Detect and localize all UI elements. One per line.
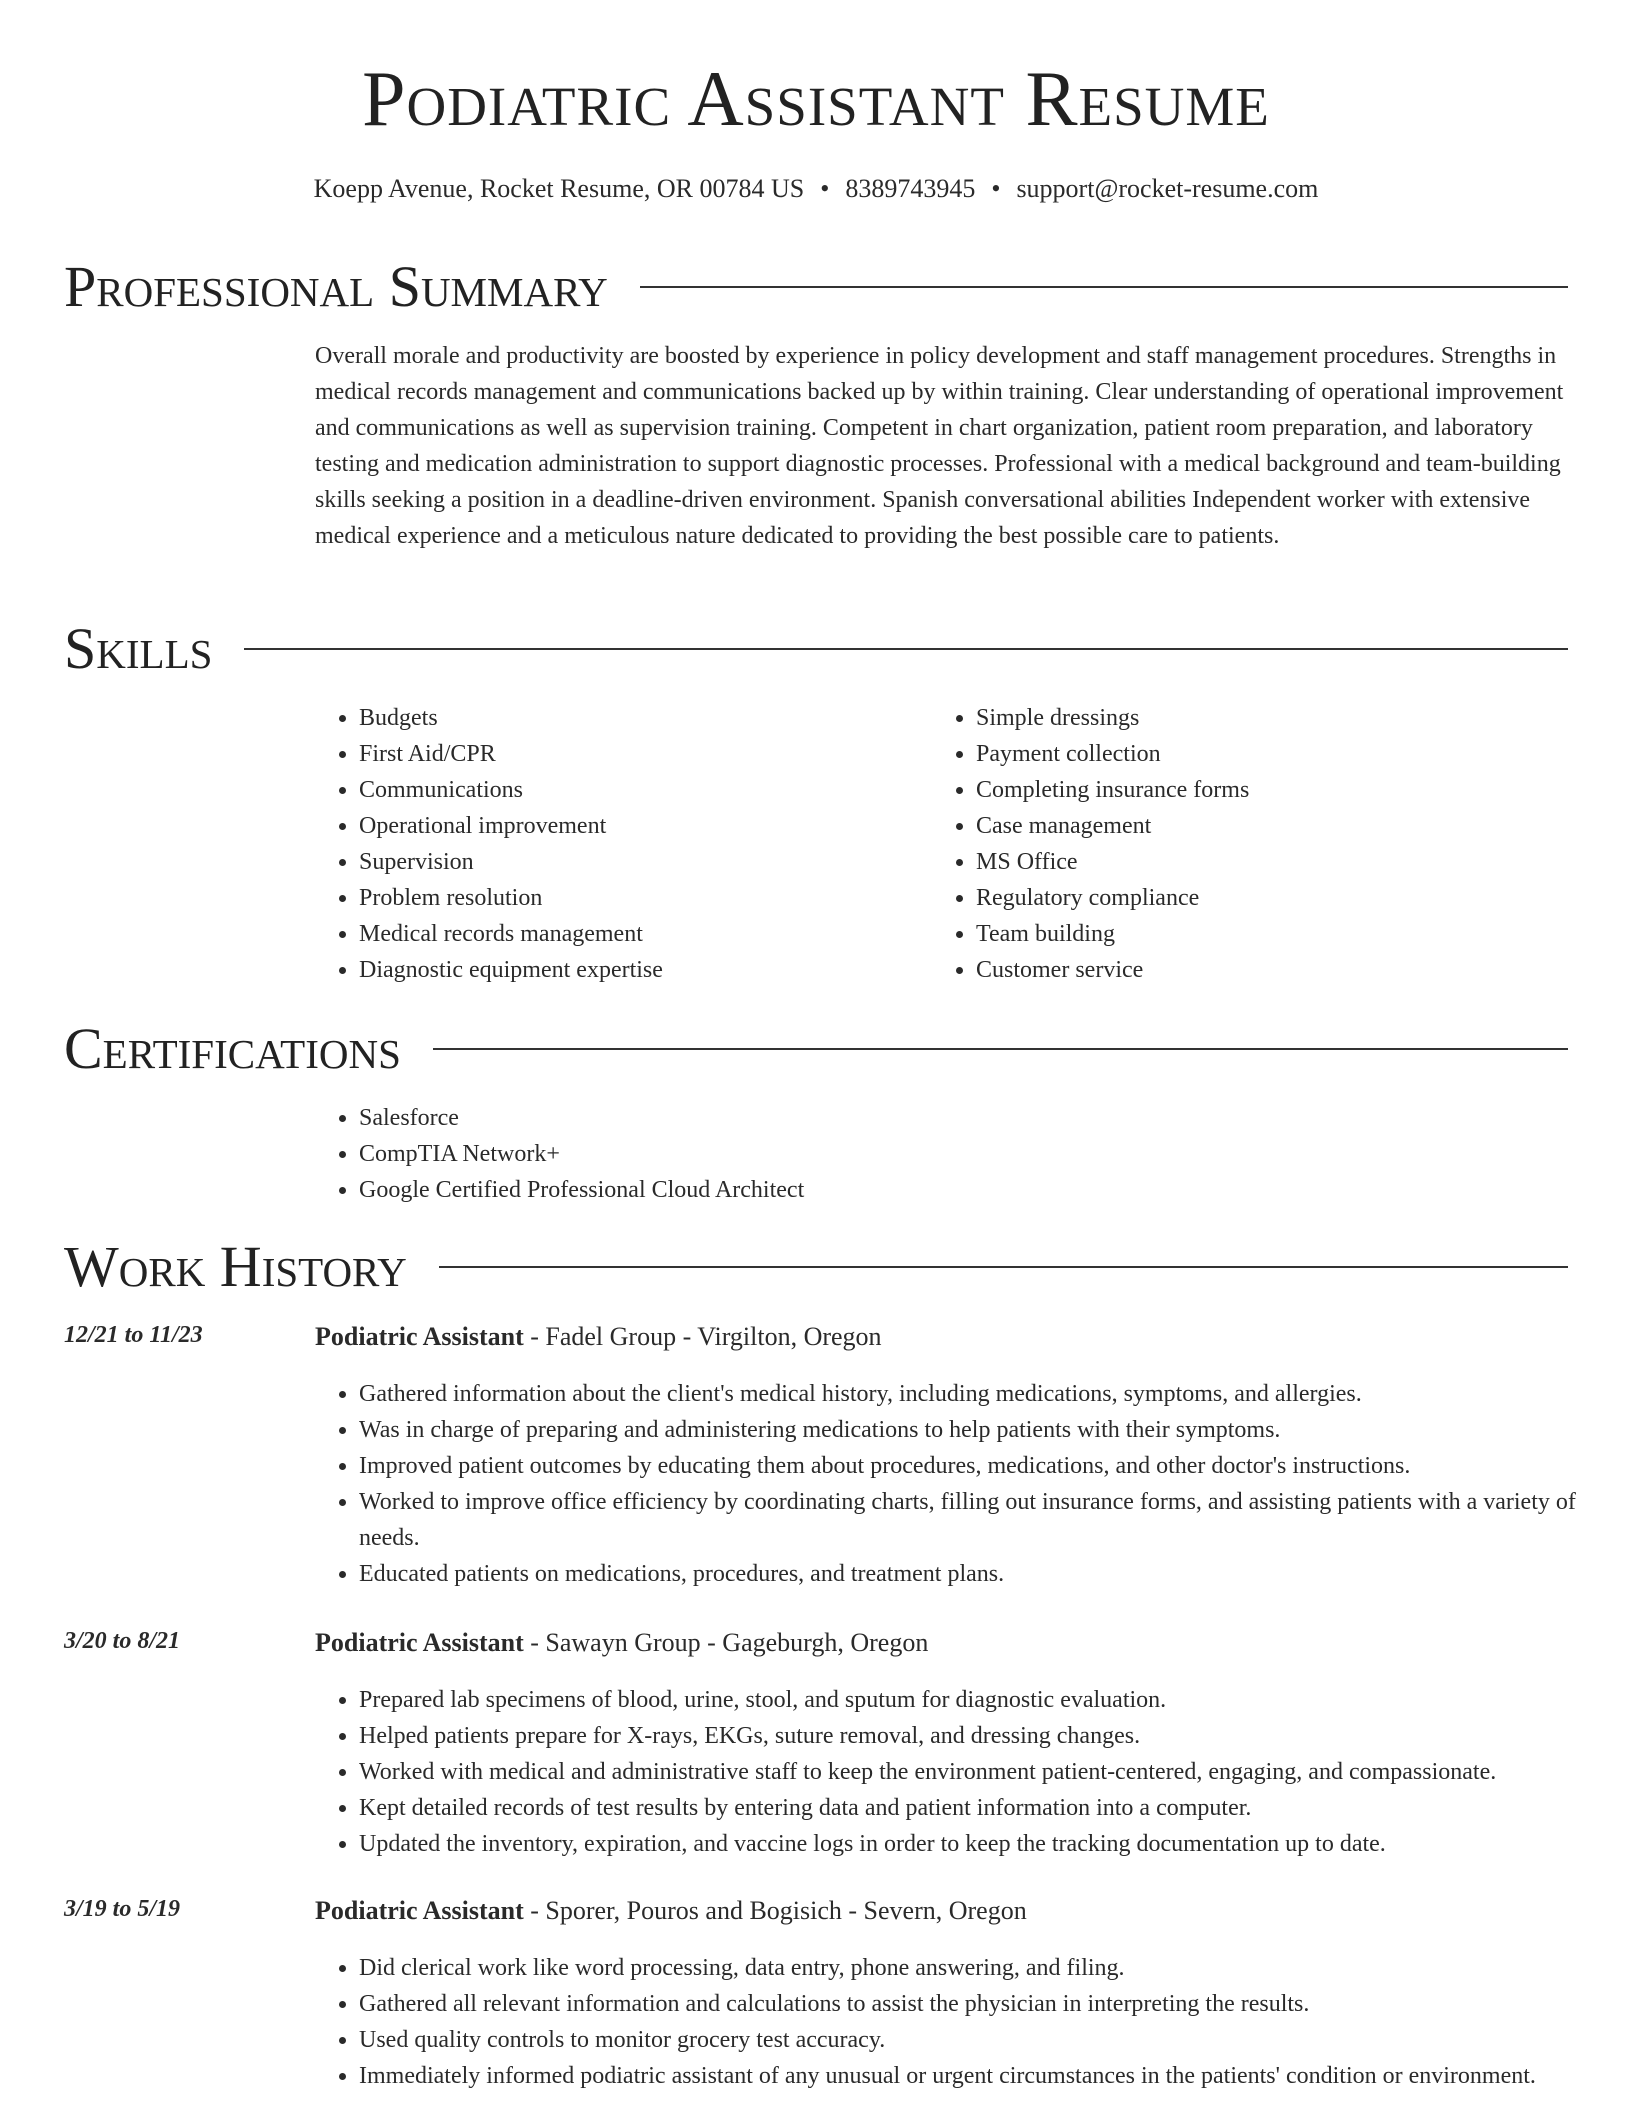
list-item: • Completing insurance forms — [976, 772, 1249, 808]
list-item: • Gathered information about the client's medical history, including medications, symptoms, and allergies. — [359, 1376, 1605, 1412]
job-duties-list — [315, 1682, 1605, 1862]
skills-list-right — [932, 700, 1249, 988]
list-item: • Google Certified Professional Cloud Architect — [359, 1172, 804, 1208]
list-item: • Supervision — [359, 844, 663, 880]
job-heading — [315, 1628, 928, 1658]
section-header-work — [64, 1234, 1568, 1299]
section-title-certifications: Certifications — [64, 1016, 401, 1081]
contact-email: support@rocket-resume.com — [1016, 174, 1319, 203]
list-item: • Did clerical work like word processing, data entry, phone answering, and filing. — [359, 1950, 1605, 1986]
section-title-skills: Skills — [64, 616, 213, 681]
section-divider — [433, 1048, 1568, 1050]
section-divider — [244, 648, 1568, 650]
section-header-certifications — [64, 1016, 1568, 1081]
list-item: • Problem resolution — [359, 880, 663, 916]
section-divider — [640, 286, 1568, 288]
list-item: • Medical records management — [359, 916, 663, 952]
list-item: • Immediately informed podiatric assistant of any unusual or urgent circumstances in the patients' condition or environment. — [359, 2058, 1605, 2094]
list-item: • MS Office — [976, 844, 1249, 880]
job-dates: 3/20 to 8/21 — [64, 1628, 181, 1654]
list-item: • Worked to improve office efficiency by coordinating charts, filling out insurance forms, and assisting patients with a variety of needs. — [359, 1484, 1605, 1556]
section-divider — [439, 1266, 1568, 1268]
list-item: • Kept detailed records of test results by entering data and patient information into a computer. — [359, 1790, 1605, 1826]
list-item: • Operational improvement — [359, 808, 663, 844]
list-item: • CompTIA Network+ — [359, 1136, 804, 1172]
list-item: • Used quality controls to monitor grocery test accuracy. — [359, 2022, 1605, 2058]
job-role: Podiatric Assistant — [315, 1628, 524, 1657]
certifications-block — [315, 1100, 804, 1208]
list-item: • Prepared lab specimens of blood, urine, stool, and sputum for diagnostic evaluation. — [359, 1682, 1605, 1718]
list-item: • Case management — [976, 808, 1249, 844]
certifications-list — [315, 1100, 804, 1208]
list-item: • Updated the inventory, expiration, and vaccine logs in order to keep the tracking documentation up to date. — [359, 1826, 1605, 1862]
list-item: • Improved patient outcomes by educating them about procedures, medications, and other doctor's instructions. — [359, 1448, 1605, 1484]
job-heading — [315, 1322, 882, 1352]
list-item: • Payment collection — [976, 736, 1249, 772]
section-title-summary: Professional Summary — [64, 254, 608, 319]
list-item: • Worked with medical and administrative staff to keep the environment patient-centered, engaging, and compassionate. — [359, 1754, 1605, 1790]
contact-phone: 8389743945 — [845, 174, 976, 203]
job-details: - Sporer, Pouros and Bogisich - Severn, Oregon — [523, 1896, 1027, 1925]
job-details: - Sawayn Group - Gageburgh, Oregon — [523, 1628, 929, 1657]
skills-list-left — [315, 700, 663, 988]
list-item: • Diagnostic equipment expertise — [359, 952, 663, 988]
contact-line — [0, 174, 1632, 204]
section-header-skills — [64, 616, 1568, 681]
list-item: • Regulatory compliance — [976, 880, 1249, 916]
list-item: • Was in charge of preparing and administering medications to help patients with their symptoms. — [359, 1412, 1605, 1448]
job-dates: 12/21 to 11/23 — [64, 1322, 203, 1348]
list-item: • First Aid/CPR — [359, 736, 663, 772]
skills-column-left — [315, 700, 663, 988]
job-details: - Fadel Group - Virgilton, Oregon — [523, 1322, 882, 1351]
summary-text: Overall morale and productivity are boosted by experience in policy development and staff management procedures. Strengths in medical records management and communications backed up by within training. Clear understanding of operational improvement and communications as well as supervision training. Competent in chart organization, patient room preparation, and laboratory testing and medication administration to support diagnostic processes. Professional with a medical background and team-building skills seeking a position in a deadline-driven environment. Spanish conversational abilities Independent worker with extensive medical experience and a meticulous nature dedicated to providing the best possible care to patients. — [315, 343, 1564, 549]
contact-separator: • — [820, 174, 830, 203]
job-heading — [315, 1896, 1027, 1926]
list-item: • Communications — [359, 772, 663, 808]
resume-title: Podiatric Assistant Resume — [362, 55, 1270, 142]
contact-address: Koepp Avenue, Rocket Resume, OR 00784 US — [313, 174, 805, 203]
job-role: Podiatric Assistant — [315, 1322, 524, 1351]
list-item: • Salesforce — [359, 1100, 804, 1136]
section-title-work: Work History — [64, 1234, 407, 1299]
section-header-summary — [64, 254, 1568, 319]
list-item: • Customer service — [976, 952, 1249, 988]
job-role: Podiatric Assistant — [315, 1896, 524, 1925]
list-item: • Budgets — [359, 700, 663, 736]
job-duties-list — [315, 1376, 1605, 1592]
list-item: • Educated patients on medications, procedures, and treatment plans. — [359, 1556, 1605, 1592]
job-dates: 3/19 to 5/19 — [64, 1896, 181, 1922]
contact-separator: • — [991, 174, 1001, 203]
list-item: • Helped patients prepare for X-rays, EKGs, suture removal, and dressing changes. — [359, 1718, 1605, 1754]
list-item: • Team building — [976, 916, 1249, 952]
skills-column-right — [932, 700, 1249, 988]
list-item: • Simple dressings — [976, 700, 1249, 736]
job-duties-list — [315, 1950, 1605, 2094]
list-item: • Gathered all relevant information and calculations to assist the physician in interpreting the results. — [359, 1986, 1605, 2022]
